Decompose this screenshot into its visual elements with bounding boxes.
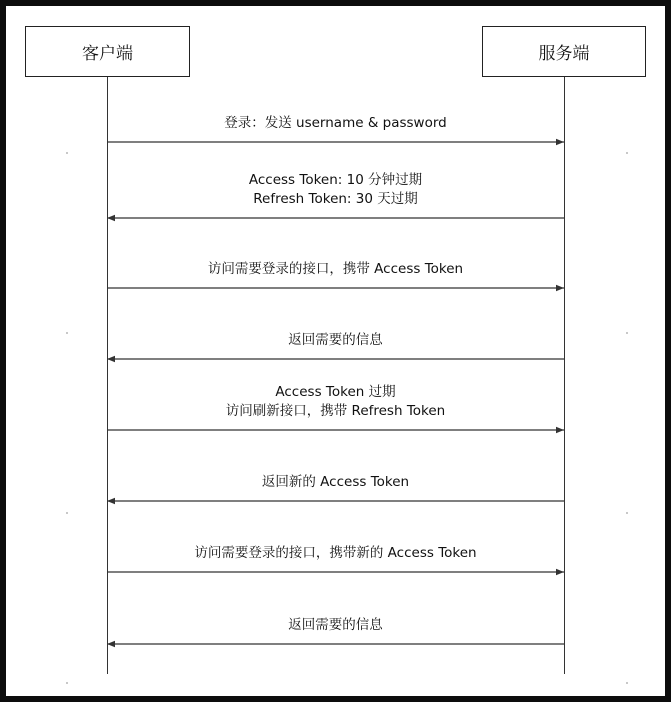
message-6-arrow bbox=[107, 569, 564, 575]
arrowhead-icon bbox=[107, 356, 115, 362]
message-line: 访问需要登录的接口，携带 Access Token bbox=[207, 261, 464, 277]
message-arrows bbox=[6, 6, 665, 696]
message-7-label bbox=[107, 616, 564, 635]
grid-dot bbox=[66, 332, 68, 334]
arrowhead-icon bbox=[107, 498, 115, 504]
message-7-arrow bbox=[107, 641, 564, 647]
grid-dot bbox=[626, 682, 628, 684]
message-line: 返回需要的信息 bbox=[288, 617, 383, 633]
arrowhead-icon bbox=[556, 139, 564, 145]
message-5-arrow bbox=[107, 498, 564, 504]
arrowhead-icon bbox=[107, 641, 115, 647]
message-0-label bbox=[107, 114, 564, 133]
arrowhead-icon bbox=[556, 427, 564, 433]
grid-dot bbox=[626, 152, 628, 154]
arrowhead-icon bbox=[556, 569, 564, 575]
message-0-arrow bbox=[107, 139, 564, 145]
message-line: 访问需要登录的接口，携带新的 Access Token bbox=[194, 545, 477, 561]
grid-dot bbox=[626, 512, 628, 514]
arrowhead-icon bbox=[107, 215, 115, 221]
grid-dot bbox=[626, 332, 628, 334]
message-line: Refresh Token: 30 天过期 bbox=[253, 191, 418, 207]
message-3-label bbox=[107, 331, 564, 350]
message-line: Access Token: 10 分钟过期 bbox=[248, 172, 423, 188]
message-5-label bbox=[107, 473, 564, 492]
message-2-label bbox=[107, 260, 564, 279]
message-1-label bbox=[107, 171, 564, 209]
participant-client-label: 客户端 bbox=[82, 44, 133, 64]
message-line: Access Token 过期 bbox=[275, 384, 396, 400]
message-line: 登录：发送 username & password bbox=[224, 115, 447, 131]
message-4-label bbox=[107, 383, 564, 421]
participant-server-label: 服务端 bbox=[538, 44, 590, 64]
grid-dot bbox=[66, 682, 68, 684]
message-3-arrow bbox=[107, 356, 564, 362]
message-1-arrow bbox=[107, 215, 564, 221]
arrowhead-icon bbox=[556, 285, 564, 291]
grid-dot bbox=[66, 152, 68, 154]
message-line: 访问刷新接口，携带 Refresh Token bbox=[225, 403, 446, 419]
message-2-arrow bbox=[107, 285, 564, 291]
message-4-arrow bbox=[107, 427, 564, 433]
message-line: 返回新的 Access Token bbox=[261, 474, 410, 490]
message-6-label bbox=[107, 544, 564, 563]
grid-dot bbox=[66, 512, 68, 514]
message-line: 返回需要的信息 bbox=[288, 332, 383, 348]
